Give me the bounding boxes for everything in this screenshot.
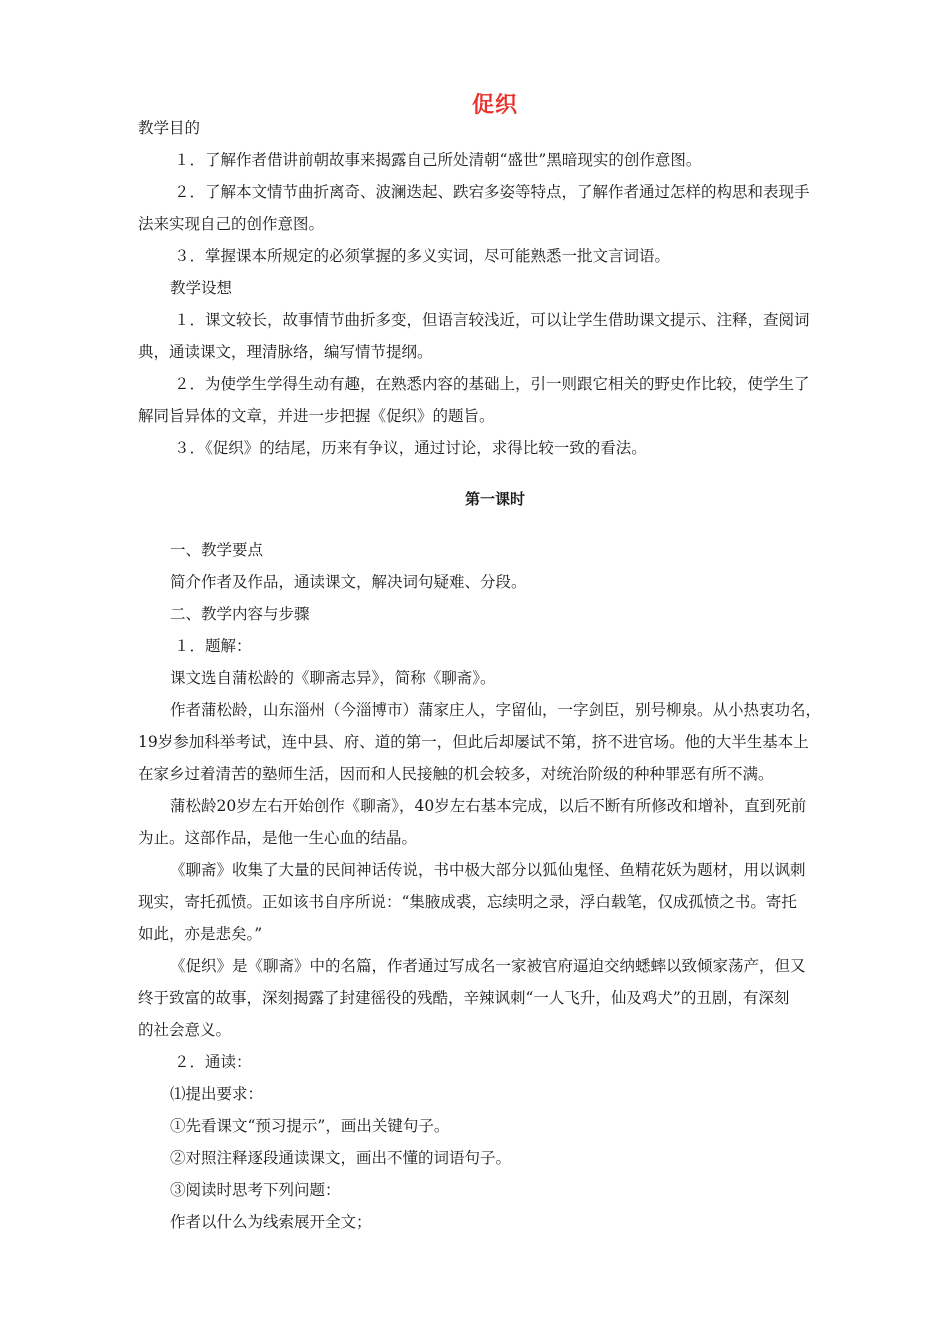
lesson-line: 现实，寄托孤愤。正如该书自序所说：“集腋成裘，忘续明之录，浮白载笔，仅成孤愤之书。寄托 bbox=[138, 893, 797, 911]
lesson-line: 如此，亦是悲矣。” bbox=[138, 925, 263, 943]
design-line: 典，通读课文，理清脉络，编写情节提纲。 bbox=[138, 343, 433, 361]
lesson-line: 一、教学要点 bbox=[170, 541, 264, 559]
lesson-line: 的社会意义。 bbox=[138, 1021, 232, 1039]
design-heading: 教学设想 bbox=[170, 279, 233, 297]
lesson-line: １．题解： bbox=[174, 637, 252, 655]
objective-item: ３．掌握课本所规定的必须掌握的多义实词，尽可能熟悉一批文言词语。 bbox=[174, 247, 671, 265]
objectives-heading: 教学目的 bbox=[138, 119, 201, 137]
lesson-line: ③阅读时思考下列问题： bbox=[170, 1181, 341, 1199]
lesson-line: 简介作者及作品，通读课文，解决词句疑难、分段。 bbox=[170, 573, 527, 591]
design-line: ３．《促织》的结尾，历来有争议，通过讨论，求得比较一致的看法。 bbox=[174, 439, 647, 457]
section-heading: 第一课时 bbox=[464, 490, 525, 508]
objective-item: １．了解作者借讲前朝故事来揭露自己所处清朝“盛世”黑暗现实的创作意图。 bbox=[174, 151, 702, 169]
lesson-line: ⑴提出要求： bbox=[170, 1085, 264, 1103]
lesson-line: 作者蒲松龄，山东淄州（今淄博市）蒲家庄人，字留仙，一字剑臣，别号柳泉。从小热衷功名， bbox=[170, 701, 822, 719]
lesson-line: 在家乡过着清苦的塾师生活，因而和人民接触的机会较多，对统治阶级的种种罪恶有所不满。 bbox=[138, 765, 774, 783]
objective-item: ２．了解本文情节曲折离奇、波澜迭起、跌宕多姿等特点，了解作者通过怎样的构思和表现手 bbox=[174, 183, 810, 201]
lesson-line: 蒲松龄20岁左右开始创作《聊斋》，40岁左右基本完成，以后不断有所修改和增补，直到死前 bbox=[170, 797, 807, 815]
lesson-line: ２．通读： bbox=[174, 1053, 252, 1071]
document-title: 促织 bbox=[471, 93, 518, 118]
lesson-line: ①先看课文“预习提示”，画出关键句子。 bbox=[170, 1117, 450, 1135]
lesson-line: 作者以什么为线索展开全文； bbox=[170, 1213, 372, 1231]
lesson-line: 19岁参加科举考试，连中县、府、道的第一，但此后却屡试不第，挤不进官场。他的大半生基本上 bbox=[138, 733, 809, 751]
design-line: ２．为使学生学得生动有趣，在熟悉内容的基础上，引一则跟它相关的野史作比较，使学生了 bbox=[174, 375, 810, 393]
design-line: １．课文较长，故事情节曲折多变，但语言较浅近，可以让学生借助课文提示、注释，查阅词 bbox=[174, 311, 810, 329]
lesson-line: 为止。这部作品，是他一生心血的结晶。 bbox=[138, 829, 418, 847]
objective-item: 法来实现自己的创作意图。 bbox=[138, 215, 325, 233]
lesson-line: 《促织》是《聊斋》中的名篇，作者通过写成名一家被官府逼迫交纳蟋蟀以致倾家荡产，但又 bbox=[170, 957, 806, 975]
lesson-line: 终于致富的故事，深刻揭露了封建徭役的残酷，辛辣讽刺“一人飞升，仙及鸡犬”的丑剧，有深刻 bbox=[138, 989, 790, 1007]
design-line: 解同旨异体的文章，并进一步把握《促织》的题旨。 bbox=[138, 407, 495, 425]
lesson-line: 二、教学内容与步骤 bbox=[170, 605, 310, 623]
lesson-line: 《聊斋》收集了大量的民间神话传说，书中极大部分以狐仙鬼怪、鱼精花妖为题材，用以讽刺 bbox=[170, 861, 806, 879]
lesson-line: 课文选自蒲松龄的《聊斋志异》，简称《聊斋》。 bbox=[170, 669, 496, 687]
lesson-line: ②对照注释逐段通读课文，画出不懂的词语句子。 bbox=[170, 1149, 512, 1167]
